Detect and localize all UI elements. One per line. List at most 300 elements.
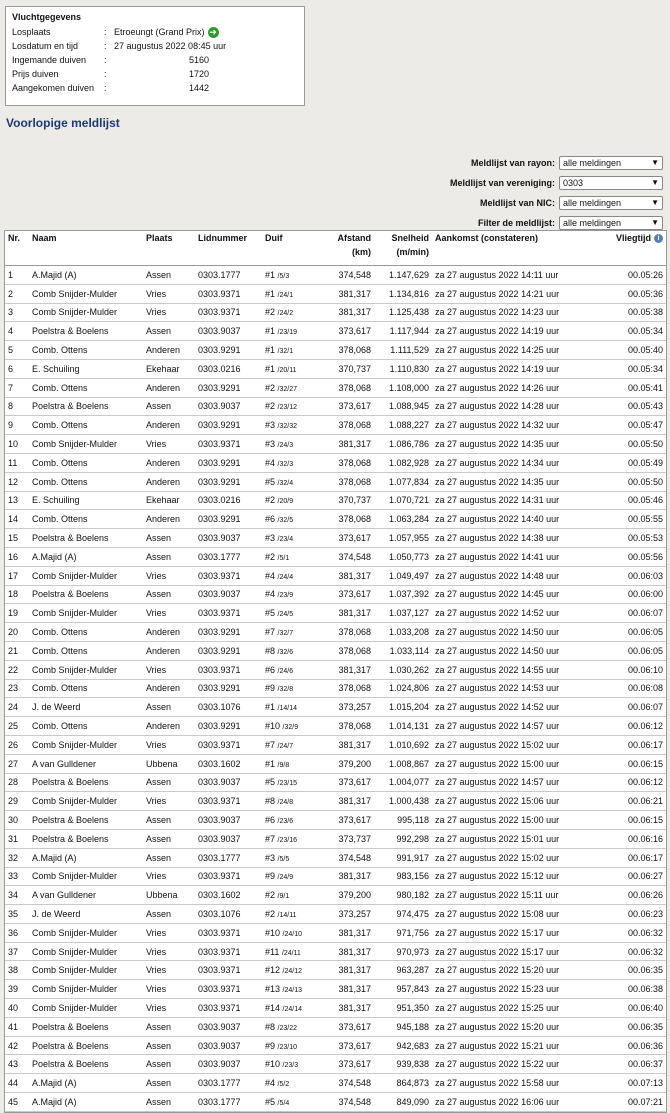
filter-nic-value: alle meldingen	[563, 198, 622, 208]
table-row[interactable]	[5, 980, 666, 999]
header-snelheid-unit: (m/min)	[396, 247, 429, 257]
duif-number: #3	[265, 533, 276, 544]
cell-afstand: 370,737	[322, 359, 374, 378]
duif-detail: /24/8	[277, 799, 294, 807]
cell-plaats: Assen	[143, 698, 195, 717]
losplaats-row	[12, 25, 298, 39]
duif-detail: /32/5	[277, 517, 294, 525]
cell-lidnummer: 0303.9291	[195, 341, 262, 360]
cell-vliegtijd: 00.05:43	[595, 397, 666, 416]
cell-naam: Comb Snijder-Mulder	[29, 923, 143, 942]
table-row[interactable]	[5, 1093, 666, 1112]
cell-snelheid: 1.117,944	[374, 322, 432, 341]
cell-duif	[262, 472, 322, 491]
cell-afstand: 381,317	[322, 999, 374, 1018]
cell-afstand: 373,617	[322, 322, 374, 341]
cell-vliegtijd: 00.06:07	[595, 604, 666, 623]
cell-nr: 43	[5, 1055, 29, 1074]
duif-number: #9	[265, 1040, 276, 1051]
table-header-row	[5, 231, 666, 266]
cell-vliegtijd: 00.05:47	[595, 416, 666, 435]
cell-aankomst: za 27 augustus 2022 14:52 uur	[432, 698, 595, 717]
cell-plaats: Vries	[143, 999, 195, 1018]
colon: :	[104, 55, 107, 65]
colon: :	[104, 41, 107, 51]
cell-nr: 12	[5, 472, 29, 491]
cell-duif	[262, 999, 322, 1018]
table-row[interactable]	[5, 717, 666, 736]
table-row[interactable]	[5, 547, 666, 566]
table-row[interactable]	[5, 303, 666, 322]
table-row[interactable]	[5, 1055, 666, 1074]
cell-afstand: 373,617	[322, 585, 374, 604]
cell-vliegtijd: 00.06:32	[595, 923, 666, 942]
cell-duif	[262, 773, 322, 792]
table-row[interactable]	[5, 660, 666, 679]
duif-detail: /24/10	[282, 930, 303, 938]
cell-snelheid: 1.111,529	[374, 341, 432, 360]
cell-lidnummer: 0303.9371	[195, 604, 262, 623]
cell-nr: 2	[5, 284, 29, 303]
duif-detail: /23/9	[277, 592, 294, 600]
cell-plaats: Vries	[143, 792, 195, 811]
cell-lidnummer: 0303.9037	[195, 1036, 262, 1055]
cell-vliegtijd: 00.05:36	[595, 284, 666, 303]
header-aankomst[interactable]: Aankomst (constateren)	[432, 231, 595, 266]
cell-aankomst: za 27 augustus 2022 14:52 uur	[432, 604, 595, 623]
cell-nr: 14	[5, 510, 29, 529]
table-row[interactable]	[5, 585, 666, 604]
cell-aankomst: za 27 augustus 2022 15:08 uur	[432, 905, 595, 924]
cell-afstand: 374,548	[322, 547, 374, 566]
header-plaats[interactable]: Plaats	[143, 231, 195, 266]
cell-naam: Poelstra & Boelens	[29, 397, 143, 416]
filter-vereniging-select[interactable]	[559, 176, 663, 190]
header-lidnummer[interactable]: Lidnummer	[195, 231, 262, 266]
cell-duif	[262, 1017, 322, 1036]
table-row[interactable]	[5, 811, 666, 830]
duif-detail: /5/5	[277, 855, 290, 863]
duif-detail: /14/11	[277, 911, 297, 919]
table-row[interactable]	[5, 679, 666, 698]
cell-nr: 19	[5, 604, 29, 623]
duif-number: #5	[265, 608, 276, 619]
duif-detail: /24/1	[277, 291, 294, 299]
cell-vliegtijd: 00.06:16	[595, 829, 666, 848]
filter-meldlijst-select[interactable]	[559, 216, 663, 230]
table-row[interactable]	[5, 886, 666, 905]
cell-lidnummer: 0303.1777	[195, 1074, 262, 1093]
duif-detail: /5/3	[277, 272, 290, 280]
cell-lidnummer: 0303.9037	[195, 773, 262, 792]
cell-vliegtijd: 00.05:55	[595, 510, 666, 529]
cell-nr: 10	[5, 435, 29, 454]
cell-plaats: Assen	[143, 1055, 195, 1074]
cell-snelheid: 1.008,867	[374, 754, 432, 773]
cell-plaats: Ekehaar	[143, 491, 195, 510]
cell-snelheid: 1.014,131	[374, 717, 432, 736]
cell-nr: 16	[5, 547, 29, 566]
duif-number: #11	[265, 946, 280, 957]
results-table-container	[4, 230, 667, 1113]
filter-nic	[450, 193, 663, 213]
header-duif[interactable]: Duif	[262, 231, 322, 266]
cell-aankomst: za 27 augustus 2022 14:28 uur	[432, 397, 595, 416]
cell-aankomst: za 27 augustus 2022 14:35 uur	[432, 472, 595, 491]
cell-snelheid: 1.063,284	[374, 510, 432, 529]
duif-number: #2	[265, 307, 276, 318]
filter-rayon	[450, 153, 663, 173]
filter-nic-select[interactable]	[559, 196, 663, 210]
cell-afstand: 381,317	[322, 792, 374, 811]
table-row[interactable]	[5, 829, 666, 848]
duif-detail: /32/8	[277, 686, 294, 694]
cell-afstand: 373,617	[322, 1017, 374, 1036]
cell-duif	[262, 604, 322, 623]
cell-aankomst: za 27 augustus 2022 14:38 uur	[432, 529, 595, 548]
cell-plaats: Assen	[143, 829, 195, 848]
table-row[interactable]	[5, 453, 666, 472]
filter-rayon-select[interactable]	[559, 156, 663, 170]
table-row[interactable]	[5, 792, 666, 811]
page-title: Voorlopige meldlijst	[6, 116, 120, 130]
table-row[interactable]	[5, 942, 666, 961]
duif-detail: /23/4	[277, 536, 294, 544]
table-row[interactable]	[5, 1074, 666, 1093]
cell-afstand: 378,068	[322, 641, 374, 660]
cell-duif	[262, 942, 322, 961]
duif-detail: /32/3	[277, 460, 294, 468]
table-row[interactable]	[5, 905, 666, 924]
cell-afstand: 378,068	[322, 416, 374, 435]
cell-plaats: Vries	[143, 303, 195, 322]
cell-nr: 13	[5, 491, 29, 510]
go-arrow-icon[interactable]: ➔	[209, 27, 217, 38]
duif-number: #2	[265, 382, 276, 393]
cell-snelheid: 1.070,721	[374, 491, 432, 510]
cell-naam: Comb. Ottens	[29, 679, 143, 698]
cell-aankomst: za 27 augustus 2022 15:02 uur	[432, 735, 595, 754]
cell-afstand: 373,257	[322, 905, 374, 924]
duif-detail: /24/11	[281, 949, 301, 957]
cell-duif	[262, 923, 322, 942]
cell-naam: Comb Snijder-Mulder	[29, 660, 143, 679]
table-row[interactable]	[5, 698, 666, 717]
cell-plaats: Assen	[143, 266, 195, 285]
cell-plaats: Vries	[143, 735, 195, 754]
duif-number: #3	[265, 420, 276, 431]
cell-afstand: 378,068	[322, 717, 374, 736]
filter-meldlijst-value: alle meldingen	[563, 218, 622, 228]
cell-lidnummer: 0303.9291	[195, 472, 262, 491]
cell-lidnummer: 0303.9291	[195, 453, 262, 472]
cell-naam: Comb Snijder-Mulder	[29, 566, 143, 585]
cell-vliegtijd: 00.06:36	[595, 1036, 666, 1055]
cell-snelheid: 864,873	[374, 1074, 432, 1093]
cell-lidnummer: 0303.9371	[195, 867, 262, 886]
cell-afstand: 373,617	[322, 811, 374, 830]
cell-aankomst: za 27 augustus 2022 15:58 uur	[432, 1074, 595, 1093]
duif-number: #8	[265, 1021, 276, 1032]
table-row[interactable]	[5, 999, 666, 1018]
cell-plaats: Assen	[143, 1017, 195, 1036]
table-row[interactable]	[5, 754, 666, 773]
cell-duif	[262, 867, 322, 886]
duif-number: #3	[265, 852, 276, 863]
cell-naam: Comb Snijder-Mulder	[29, 980, 143, 999]
cell-afstand: 381,317	[322, 867, 374, 886]
cell-lidnummer: 0303.9291	[195, 717, 262, 736]
chevron-down-icon: ▼	[651, 218, 659, 227]
duif-detail: /24/5	[277, 611, 294, 619]
cell-nr: 27	[5, 754, 29, 773]
cell-aankomst: za 27 augustus 2022 15:06 uur	[432, 792, 595, 811]
cell-plaats: Vries	[143, 435, 195, 454]
duif-detail: /32/6	[277, 648, 294, 656]
losdatum-label: Losdatum en tijd	[12, 41, 79, 51]
cell-plaats: Assen	[143, 848, 195, 867]
cell-plaats: Anderen	[143, 416, 195, 435]
ingemande-value: 5160	[188, 55, 209, 65]
cell-naam: Comb Snijder-Mulder	[29, 961, 143, 980]
cell-aankomst: za 27 augustus 2022 14:53 uur	[432, 679, 595, 698]
duif-number: #5	[265, 1096, 276, 1107]
table-row[interactable]	[5, 284, 666, 303]
duif-detail: /24/4	[277, 573, 294, 581]
table-row[interactable]	[5, 623, 666, 642]
cell-duif	[262, 698, 322, 717]
cell-snelheid: 1.088,227	[374, 416, 432, 435]
duif-number: #1	[265, 758, 276, 769]
cell-snelheid: 939,838	[374, 1055, 432, 1074]
duif-number: #10	[265, 1059, 281, 1070]
duif-number: #2	[265, 495, 276, 506]
cell-aankomst: za 27 augustus 2022 14:25 uur	[432, 341, 595, 360]
duif-detail: /23/19	[277, 329, 297, 337]
cell-lidnummer: 0303.1076	[195, 905, 262, 924]
cell-lidnummer: 0303.9371	[195, 303, 262, 322]
info-icon[interactable]: i	[654, 234, 663, 243]
cell-vliegtijd: 00.07:13	[595, 1074, 666, 1093]
cell-plaats: Ubbena	[143, 886, 195, 905]
duif-detail: /32/9	[282, 724, 299, 732]
cell-lidnummer: 0303.9291	[195, 623, 262, 642]
cell-duif	[262, 1093, 322, 1112]
cell-vliegtijd: 00.06:00	[595, 585, 666, 604]
duif-detail: /23/22	[277, 1024, 297, 1032]
header-nr[interactable]: Nr.	[5, 231, 29, 266]
header-vliegtijd[interactable]	[595, 231, 666, 266]
table-row[interactable]	[5, 359, 666, 378]
duif-detail: /24/14	[282, 1005, 303, 1013]
cell-lidnummer: 0303.9291	[195, 416, 262, 435]
cell-vliegtijd: 00.06:32	[595, 942, 666, 961]
table-row[interactable]	[5, 923, 666, 942]
table-row[interactable]	[5, 773, 666, 792]
cell-vliegtijd: 00.05:50	[595, 472, 666, 491]
cell-duif	[262, 566, 322, 585]
header-afstand-unit: (km)	[351, 247, 371, 257]
table-row[interactable]	[5, 491, 666, 510]
flight-info-header: Vluchtgegevens	[12, 12, 82, 22]
cell-duif	[262, 905, 322, 924]
cell-nr: 6	[5, 359, 29, 378]
duif-number: #6	[265, 514, 276, 525]
table-row[interactable]	[5, 472, 666, 491]
cell-aankomst: za 27 augustus 2022 15:00 uur	[432, 811, 595, 830]
cell-plaats: Assen	[143, 1074, 195, 1093]
cell-aankomst: za 27 augustus 2022 14:34 uur	[432, 453, 595, 472]
duif-detail: /24/6	[277, 667, 294, 675]
header-afstand[interactable]	[322, 231, 374, 266]
cell-duif	[262, 547, 322, 566]
cell-nr: 37	[5, 942, 29, 961]
cell-naam: Comb Snijder-Mulder	[29, 792, 143, 811]
table-row[interactable]	[5, 641, 666, 660]
cell-nr: 5	[5, 341, 29, 360]
table-row[interactable]	[5, 266, 666, 285]
table-row[interactable]	[5, 566, 666, 585]
cell-lidnummer: 0303.1602	[195, 886, 262, 905]
cell-snelheid: 957,843	[374, 980, 432, 999]
table-row[interactable]	[5, 435, 666, 454]
cell-naam: Poelstra & Boelens	[29, 529, 143, 548]
header-snelheid[interactable]	[374, 231, 432, 266]
ingemande-row	[12, 53, 298, 67]
cell-plaats: Ekehaar	[143, 359, 195, 378]
cell-afstand: 381,317	[322, 961, 374, 980]
cell-snelheid: 942,683	[374, 1036, 432, 1055]
header-naam[interactable]: Naam	[29, 231, 143, 266]
cell-duif	[262, 322, 322, 341]
cell-snelheid: 1.010,692	[374, 735, 432, 754]
cell-vliegtijd: 00.06:38	[595, 980, 666, 999]
cell-vliegtijd: 00.06:15	[595, 811, 666, 830]
duif-detail: /32/1	[277, 348, 294, 356]
cell-nr: 36	[5, 923, 29, 942]
cell-snelheid: 1.000,438	[374, 792, 432, 811]
cell-snelheid: 991,917	[374, 848, 432, 867]
cell-duif	[262, 717, 322, 736]
cell-plaats: Assen	[143, 905, 195, 924]
cell-duif	[262, 829, 322, 848]
cell-plaats: Anderen	[143, 472, 195, 491]
cell-nr: 22	[5, 660, 29, 679]
table-row[interactable]	[5, 510, 666, 529]
cell-duif	[262, 1055, 322, 1074]
cell-lidnummer: 0303.9291	[195, 679, 262, 698]
cell-nr: 42	[5, 1036, 29, 1055]
table-row[interactable]	[5, 735, 666, 754]
table-row[interactable]	[5, 397, 666, 416]
table-row[interactable]	[5, 867, 666, 886]
cell-plaats: Anderen	[143, 510, 195, 529]
cell-nr: 26	[5, 735, 29, 754]
cell-aankomst: za 27 augustus 2022 14:40 uur	[432, 510, 595, 529]
table-row[interactable]	[5, 1017, 666, 1036]
cell-afstand: 373,617	[322, 1055, 374, 1074]
cell-naam: Poelstra & Boelens	[29, 1036, 143, 1055]
cell-afstand: 379,200	[322, 886, 374, 905]
duif-detail: /24/12	[282, 968, 303, 976]
cell-plaats: Anderen	[143, 679, 195, 698]
cell-plaats: Assen	[143, 322, 195, 341]
duif-number: #13	[265, 984, 281, 995]
cell-vliegtijd: 00.07:21	[595, 1093, 666, 1112]
cell-nr: 1	[5, 266, 29, 285]
table-row[interactable]	[5, 848, 666, 867]
cell-naam: Comb. Ottens	[29, 341, 143, 360]
table-body	[5, 266, 666, 1112]
cell-snelheid: 1.037,392	[374, 585, 432, 604]
cell-naam: Poelstra & Boelens	[29, 773, 143, 792]
table-row[interactable]	[5, 529, 666, 548]
duif-detail: /5/4	[277, 1099, 290, 1107]
cell-aankomst: za 27 augustus 2022 14:11 uur	[432, 266, 595, 285]
cell-plaats: Vries	[143, 961, 195, 980]
cell-aankomst: za 27 augustus 2022 14:32 uur	[432, 416, 595, 435]
cell-naam: A.Majid (A)	[29, 1093, 143, 1112]
table-row[interactable]	[5, 1036, 666, 1055]
cell-vliegtijd: 00.06:05	[595, 623, 666, 642]
cell-plaats: Assen	[143, 397, 195, 416]
cell-duif	[262, 792, 322, 811]
cell-lidnummer: 0303.9037	[195, 1055, 262, 1074]
cell-afstand: 373,737	[322, 829, 374, 848]
table-row[interactable]	[5, 416, 666, 435]
filter-nic-label: Meldlijst van NIC:	[479, 198, 555, 208]
cell-duif	[262, 303, 322, 322]
duif-number: #4	[265, 589, 276, 600]
cell-naam: A van Gulldener	[29, 886, 143, 905]
cell-vliegtijd: 00.06:17	[595, 848, 666, 867]
cell-afstand: 379,200	[322, 754, 374, 773]
cell-vliegtijd: 00.06:10	[595, 660, 666, 679]
cell-plaats: Vries	[143, 284, 195, 303]
filter-rayon-value: alle meldingen	[563, 158, 622, 168]
duif-number: #2	[265, 908, 276, 919]
cell-aankomst: za 27 augustus 2022 14:21 uur	[432, 284, 595, 303]
cell-aankomst: za 27 augustus 2022 14:19 uur	[432, 359, 595, 378]
cell-afstand: 378,068	[322, 679, 374, 698]
cell-lidnummer: 0303.1777	[195, 266, 262, 285]
duif-detail: /9/8	[277, 761, 290, 769]
table-row[interactable]	[5, 378, 666, 397]
duif-number: #1	[265, 288, 276, 299]
cell-snelheid: 1.033,208	[374, 623, 432, 642]
cell-snelheid: 992,298	[374, 829, 432, 848]
cell-snelheid: 974,475	[374, 905, 432, 924]
cell-plaats: Assen	[143, 529, 195, 548]
cell-snelheid: 951,350	[374, 999, 432, 1018]
cell-nr: 4	[5, 322, 29, 341]
duif-detail: /24/2	[277, 310, 294, 318]
duif-detail: /24/13	[282, 987, 303, 995]
cell-duif	[262, 284, 322, 303]
table-row[interactable]	[5, 961, 666, 980]
duif-detail: /32/32	[277, 423, 297, 431]
cell-afstand: 373,257	[322, 698, 374, 717]
duif-number: #8	[265, 796, 276, 807]
table-row[interactable]	[5, 604, 666, 623]
cell-vliegtijd: 00.05:34	[595, 359, 666, 378]
cell-aankomst: za 27 augustus 2022 15:02 uur	[432, 848, 595, 867]
table-row[interactable]	[5, 341, 666, 360]
cell-snelheid: 1.030,262	[374, 660, 432, 679]
cell-lidnummer: 0303.9037	[195, 585, 262, 604]
cell-duif	[262, 416, 322, 435]
table-row[interactable]	[5, 322, 666, 341]
